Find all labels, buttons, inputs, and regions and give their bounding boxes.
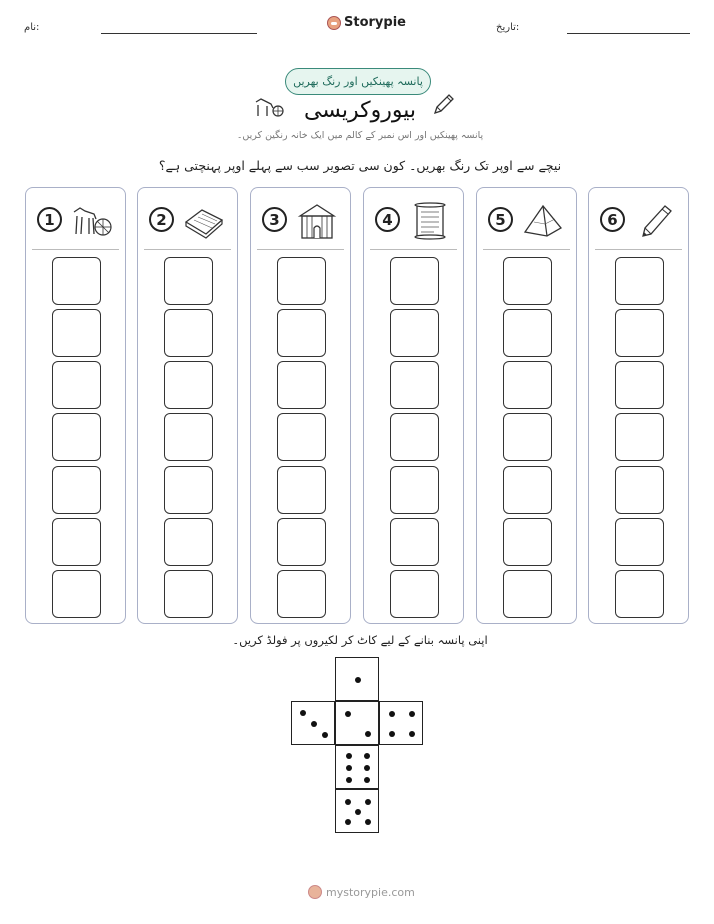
hut-icon [295,202,339,240]
color-box[interactable] [52,413,101,461]
clay-tablet-icon [182,202,226,240]
color-box[interactable] [277,518,326,566]
dice-pip [346,777,352,783]
color-box[interactable] [164,466,213,514]
color-box[interactable] [615,361,664,409]
dice-pip [346,765,352,771]
color-box[interactable] [277,309,326,357]
color-box[interactable] [503,257,552,305]
cut-instruction: اپنی پانسہ بنانے کے لیے کاٹ کر لکیروں پر فولڈ کریں۔ [232,633,488,647]
column-divider [370,249,457,250]
question-text: نیچے سے اوپر تک رنگ بھریں۔ کون سی تصویر سب سے پہلے اوپر پہنچتی ہے؟ [158,158,562,173]
color-box[interactable] [615,518,664,566]
dice-pip [364,765,370,771]
title-pencil-icon [430,92,456,118]
color-box[interactable] [390,309,439,357]
storypie-logo-icon [327,16,341,30]
dice-pip [311,721,317,727]
dice-face-4 [379,701,423,745]
column-3 [250,187,351,624]
subject-pill: پانسہ پھینکیں اور رنگ بھریں [285,68,431,95]
dice-pip [409,711,415,717]
color-box[interactable] [52,466,101,514]
dice-pip [364,777,370,783]
column-divider [144,249,231,250]
column-divider [32,249,119,250]
column-number: 5 [488,207,513,232]
color-box[interactable] [277,257,326,305]
brand-logo [327,15,406,30]
color-box[interactable] [390,466,439,514]
date-line [567,33,690,34]
dice-face-2 [335,701,379,745]
dice-pip [355,677,361,683]
pyramid-icon [521,202,565,240]
color-box[interactable] [164,413,213,461]
dice-face-6 [335,745,379,789]
footer-site: mystorypie.com [326,885,415,899]
column-5 [476,187,577,624]
dice-pip [300,710,306,716]
dice-pip [322,732,328,738]
dice-face-3 [291,701,335,745]
pencil-icon [633,202,677,240]
brand-name: Storypie [344,15,406,30]
dice-pip [365,731,371,737]
color-box[interactable] [503,466,552,514]
column-6 [588,187,689,624]
color-box[interactable] [164,361,213,409]
dice-pip [345,711,351,717]
dice-face-1 [335,657,379,701]
dice-face-5 [335,789,379,833]
color-box[interactable] [390,413,439,461]
dice-pip [345,799,351,805]
page-title: بیوروکریسی [303,98,417,123]
color-box[interactable] [164,257,213,305]
color-box[interactable] [615,570,664,618]
dice-pip [389,731,395,737]
color-box[interactable] [164,309,213,357]
color-box[interactable] [277,361,326,409]
column-number: 2 [149,207,174,232]
column-number: 3 [262,207,287,232]
scroll-icon [408,202,452,240]
chariot-icon [70,202,114,240]
column-divider [595,249,682,250]
dice-pip [365,819,371,825]
color-box[interactable] [615,257,664,305]
column-divider [483,249,570,250]
dice-pip [409,731,415,737]
color-box[interactable] [390,518,439,566]
color-box[interactable] [164,518,213,566]
name-line [101,33,257,34]
date-label: تاریخ: [496,22,520,33]
dice-pip [345,819,351,825]
dice-pip [364,753,370,759]
instruction-text: پانسہ پھینکیں اور اس نمبر کے کالم میں ایک خانہ رنگین کریں۔ [236,130,484,141]
color-box[interactable] [390,570,439,618]
color-box[interactable] [164,570,213,618]
color-box[interactable] [52,257,101,305]
column-number: 1 [37,207,62,232]
color-box[interactable] [52,518,101,566]
color-box[interactable] [503,570,552,618]
color-box[interactable] [503,309,552,357]
color-box[interactable] [503,413,552,461]
color-box[interactable] [52,361,101,409]
dice-pip [365,799,371,805]
color-box[interactable] [615,309,664,357]
column-number: 6 [600,207,625,232]
storypie-footer-icon [308,885,322,899]
column-1 [25,187,126,624]
color-box[interactable] [615,466,664,514]
column-4 [363,187,464,624]
color-box[interactable] [277,570,326,618]
dice-pip [346,753,352,759]
color-box[interactable] [503,518,552,566]
color-box[interactable] [277,466,326,514]
footer [308,885,415,899]
column-number: 4 [375,207,400,232]
color-box[interactable] [390,257,439,305]
column-divider [257,249,344,250]
color-box[interactable] [390,361,439,409]
color-box[interactable] [52,309,101,357]
color-box[interactable] [52,570,101,618]
dice-pip [389,711,395,717]
color-box[interactable] [277,413,326,461]
column-2 [137,187,238,624]
name-label: نام: [24,22,40,33]
color-box[interactable] [615,413,664,461]
dice-pip [355,809,361,815]
color-box[interactable] [503,361,552,409]
